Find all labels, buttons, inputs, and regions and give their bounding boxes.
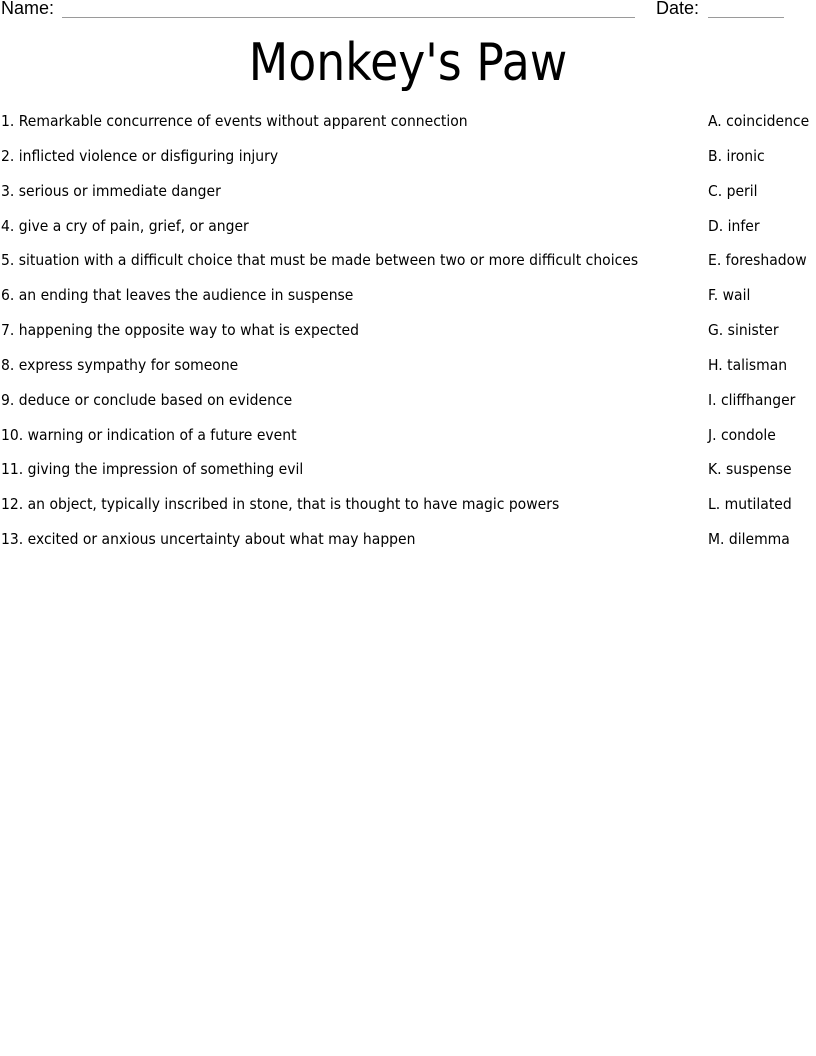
answer-option: G. sinister <box>708 321 779 340</box>
answer-option: A. coincidence <box>708 112 810 130</box>
clue-text: 8. express sympathy for someone <box>1 355 239 374</box>
matching-row <box>0 111 816 146</box>
answer-option: E. foreshadow <box>708 251 807 270</box>
date-label: Date: <box>656 0 700 18</box>
answer-option: K. suspense <box>708 460 792 479</box>
matching-row <box>0 216 816 251</box>
worksheet-title: Monkey's Paw <box>248 33 568 93</box>
matching-row <box>0 146 816 181</box>
matching-row <box>0 320 816 355</box>
name-label: Name: <box>1 0 55 18</box>
matching-row <box>0 425 816 460</box>
clue-text: 5. situation with a difficult choice that must be made between two or more difficult choices <box>1 251 639 270</box>
matching-row <box>0 390 816 425</box>
answer-option: D. infer <box>708 216 760 235</box>
matching-row <box>0 494 816 529</box>
worksheet-header <box>0 0 816 22</box>
clue-text: 11. giving the impression of something evil <box>1 460 304 479</box>
clue-text: 2. inflicted violence or disfiguring injury <box>1 146 279 165</box>
matching-row <box>0 181 816 216</box>
clue-text: 6. an ending that leaves the audience in suspense <box>1 286 354 305</box>
matching-row <box>0 285 816 320</box>
clue-text: 3. serious or immediate danger <box>1 181 221 200</box>
answer-option: M. dilemma <box>708 530 790 549</box>
clue-text: 13. excited or anxious uncertainty about what may happen <box>1 530 416 549</box>
clue-text: 4. give a cry of pain, grief, or anger <box>1 216 249 235</box>
matching-row <box>0 529 816 564</box>
clue-text: 12. an object, typically inscribed in stone, that is thought to have magic powers <box>1 495 560 514</box>
matching-row <box>0 250 816 285</box>
answer-option: F. wail <box>708 286 751 305</box>
answer-option: C. peril <box>708 181 758 200</box>
clue-text: 9. deduce or conclude based on evidence <box>1 390 293 409</box>
answer-option: B. ironic <box>708 146 765 165</box>
clue-text: 10. warning or indication of a future event <box>1 425 297 444</box>
answer-option: I. cliffhanger <box>708 390 796 409</box>
clue-text: 1. Remarkable concurrence of events without apparent connection <box>1 112 468 130</box>
date-blank-line <box>708 17 784 18</box>
matching-list <box>0 111 816 564</box>
answer-option: H. talisman <box>708 355 788 374</box>
matching-row <box>0 355 816 390</box>
matching-row <box>0 459 816 494</box>
answer-option: L. mutilated <box>708 495 792 514</box>
clue-text: 7. happening the opposite way to what is expected <box>1 321 359 340</box>
name-blank-line <box>62 17 635 18</box>
answer-option: J. condole <box>708 425 776 444</box>
